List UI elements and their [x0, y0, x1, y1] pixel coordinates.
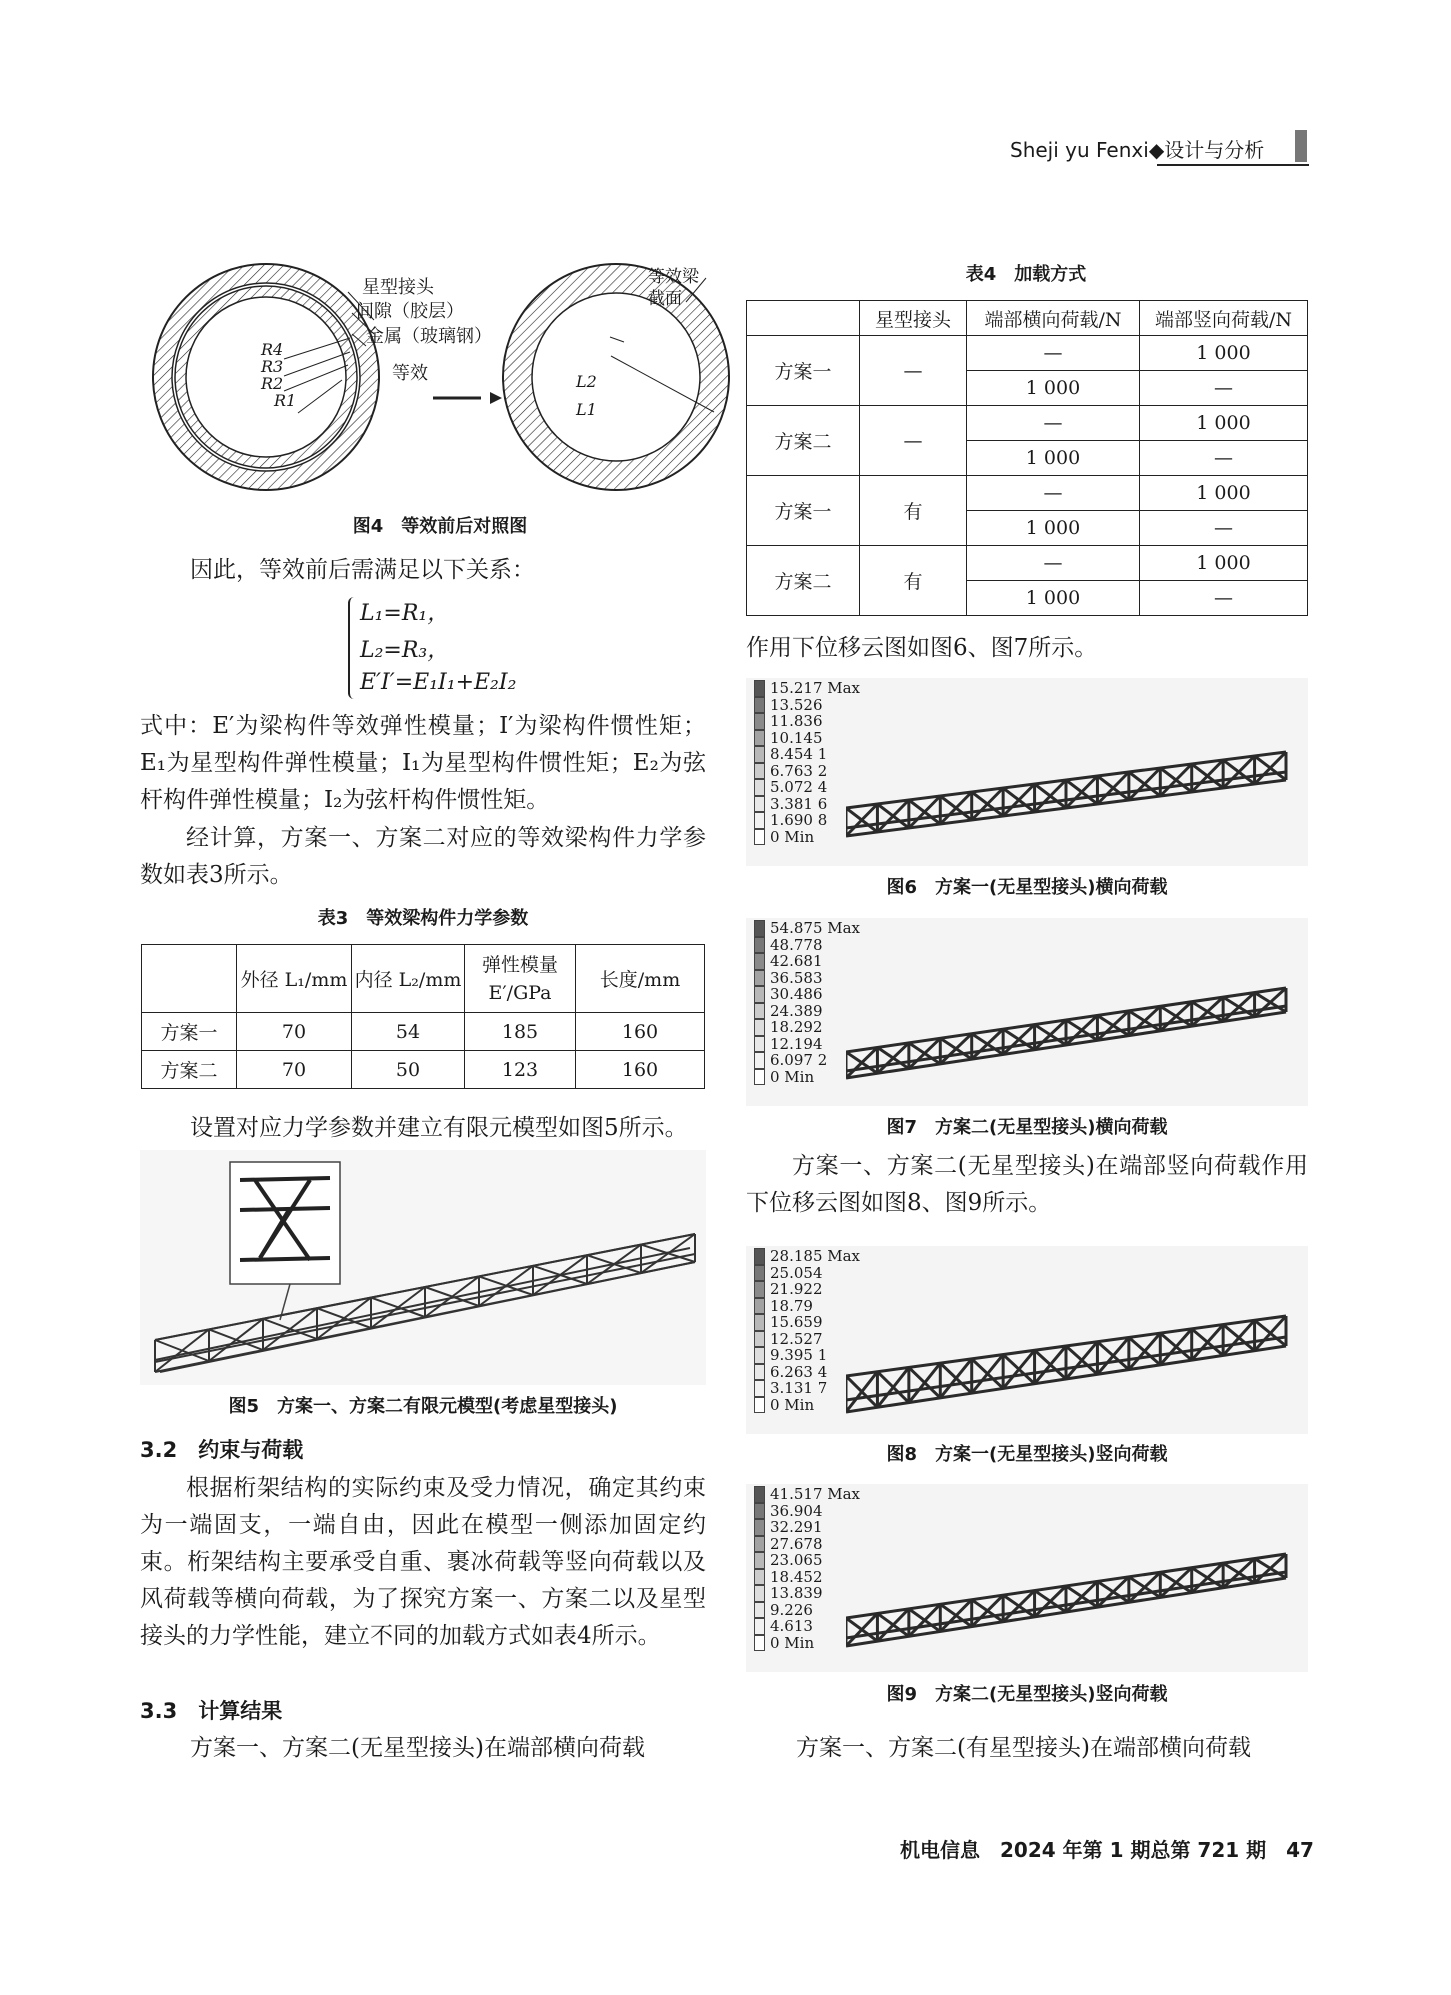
- table4-cell: 1 000: [1140, 546, 1308, 581]
- table4-cell: 1 000: [967, 441, 1140, 476]
- legend-label: 36.583: [770, 968, 823, 987]
- legend-label: 10.145: [770, 728, 823, 747]
- legend-swatch: [754, 1052, 765, 1069]
- legend-entry: [754, 697, 860, 714]
- legend-entry: [754, 730, 860, 747]
- legend-entry: [754, 1019, 860, 1036]
- fig4-label-equiv-beam-1: 等效梁: [648, 267, 699, 287]
- fig8-contour: [746, 1246, 1308, 1434]
- legend-label: 18.79: [770, 1296, 813, 1315]
- fig4-label-l2: L2: [576, 372, 597, 391]
- table4-scheme-cell: 方案二: [747, 406, 860, 476]
- legend-label: 48.778: [770, 935, 823, 954]
- left-paragraph-6: 方案一、方案二(无星型接头)在端部横向荷载: [190, 1735, 645, 1761]
- legend-label: 18.452: [770, 1567, 823, 1586]
- legend-swatch: [754, 1347, 765, 1364]
- legend-label: 6.263 4: [770, 1362, 828, 1381]
- table3-cell: 70: [237, 1013, 352, 1051]
- table3-cell: 50: [352, 1051, 465, 1089]
- legend-label: 12.194: [770, 1034, 823, 1053]
- table4-scheme-cell: 方案一: [747, 336, 860, 406]
- table4-cell: 1 000: [1140, 336, 1308, 371]
- table3-cell: 方案一: [142, 1013, 237, 1051]
- fig9-truss: [846, 1514, 1296, 1664]
- legend-swatch: [754, 1019, 765, 1036]
- legend-entry: [754, 1298, 860, 1315]
- fig8-legend: [754, 1248, 860, 1413]
- table4-header-cell: 端部横向荷载/N: [967, 301, 1140, 336]
- table-row: [142, 1013, 705, 1051]
- header-pinyin: Sheji yu Fenxi: [1010, 138, 1149, 162]
- legend-swatch: [754, 1331, 765, 1348]
- section-3-3-heading: 3.3 计算结果: [140, 1699, 283, 1723]
- legend-entry: [754, 1069, 860, 1086]
- header-block: [1295, 130, 1307, 162]
- legend-entry: [754, 680, 860, 697]
- legend-swatch: [754, 779, 765, 796]
- left-paragraph-2: 式中：E′为梁构件等效弹性模量；I′为梁构件惯性矩；E₁为星型构件弹性模量；I₁为星型构件惯性矩；E₂为弦杆构件弹性模量；I₂为弦杆构件惯性矩。: [140, 713, 706, 813]
- table-row: [747, 406, 1308, 441]
- legend-label: 15.659: [770, 1313, 823, 1331]
- left-paragraph-5: 根据桁架结构的实际约束及受力情况，确定其约束为一端固支，一端自由，因此在模型一侧添加固定约束。桁架结构主要承受自重、裹冰荷载等竖向荷载以及风荷载等横向荷载，为了探究方案一、方案二以及星型接头的力学性能，建立不同的加载方式如表4所示。: [140, 1475, 706, 1649]
- fig8-truss: [846, 1276, 1296, 1426]
- legend-entry: [754, 1052, 860, 1069]
- legend-entry: [754, 1314, 860, 1331]
- legend-label: 3.381 6: [770, 794, 828, 813]
- legend-swatch: [754, 812, 765, 829]
- legend-entry: [754, 1635, 860, 1652]
- fig4-label-equiv: 等效: [392, 363, 428, 384]
- legend-entry: [754, 1364, 860, 1381]
- page-footer: 机电信息 2024 年第 1 期总第 721 期 47: [900, 1838, 1314, 1862]
- fig6-contour: [746, 678, 1308, 866]
- legend-swatch: [754, 1069, 765, 1086]
- table-row: [747, 476, 1308, 511]
- legend-entry: [754, 763, 860, 780]
- table4-joint-cell: —: [860, 406, 967, 476]
- equation-brace: [348, 597, 358, 699]
- fig7-truss: [846, 948, 1296, 1098]
- table3-cell: 160: [576, 1013, 705, 1051]
- legend-swatch: [754, 1536, 765, 1553]
- legend-label: 1.690 8: [770, 811, 828, 829]
- right-paragraph-1: 作用下位移云图如图6、图7所示。: [746, 635, 1098, 661]
- legend-entry: [754, 1569, 860, 1586]
- fig4-label-r4: R4: [261, 340, 284, 359]
- header-section: 设计与分析: [1164, 138, 1265, 162]
- legend-swatch: [754, 1519, 765, 1536]
- table4-cell: —: [1140, 371, 1308, 406]
- legend-swatch: [754, 730, 765, 747]
- legend-entry: [754, 1265, 860, 1282]
- legend-entry: [754, 1585, 860, 1602]
- legend-entry: [754, 1602, 860, 1619]
- legend-swatch: [754, 1314, 765, 1331]
- legend-swatch: [754, 1569, 765, 1586]
- legend-swatch: [754, 1003, 765, 1020]
- fig7-caption: 图7 方案二(无星型接头)横向荷载: [886, 1117, 1168, 1138]
- legend-entry: [754, 1347, 860, 1364]
- table4-cell: 1 000: [1140, 476, 1308, 511]
- equation-line-2: L₂=R₃，: [360, 638, 450, 663]
- table4-joint-cell: 有: [860, 476, 967, 546]
- table4-cell: —: [1140, 511, 1308, 546]
- legend-label: 30.486: [770, 985, 823, 1003]
- legend-entry: [754, 829, 860, 846]
- legend-swatch: [754, 1635, 765, 1652]
- left-paragraph-4: 设置对应力学参数并建立有限元模型如图5所示。: [190, 1115, 688, 1141]
- section-3-2-heading: 3.2 约束与荷载: [140, 1438, 304, 1462]
- legend-swatch: [754, 1552, 765, 1569]
- legend-label: 0 Min: [770, 827, 815, 846]
- table3-caption: 表3 等效梁构件力学参数: [317, 908, 529, 929]
- legend-swatch: [754, 680, 765, 697]
- table4-cell: 1 000: [967, 511, 1140, 546]
- fig4-label-metal: 金属（玻璃钢）: [366, 326, 492, 347]
- table3: [141, 944, 705, 1089]
- fig7-legend: [754, 920, 860, 1085]
- table3-header-cell: 外径 L₁/mm: [237, 945, 352, 1013]
- table4-header-cell: 星型接头: [860, 301, 967, 336]
- legend-entry: [754, 779, 860, 796]
- legend-swatch: [754, 970, 765, 987]
- legend-swatch: [754, 746, 765, 763]
- legend-entry: [754, 796, 860, 813]
- table4-cell: 1 000: [967, 371, 1140, 406]
- legend-swatch: [754, 697, 765, 714]
- running-header: [1010, 134, 1264, 163]
- legend-swatch: [754, 1036, 765, 1053]
- right-paragraph-2: 方案一、方案二(无星型接头)在端部竖向荷载作用下位移云图如图8、图9所示。: [746, 1153, 1308, 1216]
- fig9-contour: [746, 1484, 1308, 1672]
- table4-cell: —: [1140, 441, 1308, 476]
- legend-swatch: [754, 1397, 765, 1414]
- table4-header-cell: 端部竖向荷载/N: [1140, 301, 1308, 336]
- table-row: [747, 546, 1308, 581]
- legend-entry: [754, 1397, 860, 1414]
- table4: [746, 300, 1308, 616]
- table4-cell: —: [1140, 581, 1308, 616]
- table3-header-cell: 长度/mm: [576, 945, 705, 1013]
- fig6-legend: [754, 680, 860, 845]
- table4-header-cell: [747, 301, 860, 336]
- legend-swatch: [754, 1248, 765, 1265]
- legend-label: 32.291: [770, 1518, 823, 1536]
- legend-swatch: [754, 1503, 765, 1520]
- fig4-label-l1: L1: [576, 400, 597, 419]
- legend-entry: [754, 986, 860, 1003]
- legend-swatch: [754, 796, 765, 813]
- fig4-caption: 图4 等效前后对照图: [352, 516, 528, 537]
- table4-cell: —: [967, 406, 1140, 441]
- fig6-caption: 图6 方案一(无星型接头)横向荷载: [886, 877, 1168, 898]
- table4-cell: 1 000: [1140, 406, 1308, 441]
- legend-entry: [754, 746, 860, 763]
- legend-entry: [754, 1552, 860, 1569]
- legend-swatch: [754, 953, 765, 970]
- legend-label: 13.526: [770, 695, 823, 714]
- left-paragraph-3: 经计算，方案一、方案二对应的等效梁构件力学参数如表3所示。: [140, 825, 706, 888]
- legend-entry: [754, 937, 860, 954]
- table-row: [747, 336, 1308, 371]
- legend-entry: [754, 1036, 860, 1053]
- legend-entry: [754, 970, 860, 987]
- fig4-label-r2: R2: [261, 374, 284, 393]
- table4-caption: 表4 加载方式: [965, 264, 1087, 285]
- legend-label: 0 Min: [770, 1067, 815, 1086]
- left-paragraph-1: 因此，等效前后需满足以下关系：: [190, 557, 535, 583]
- legend-swatch: [754, 986, 765, 1003]
- legend-label: 15.217 Max: [770, 679, 861, 697]
- legend-entry: [754, 1281, 860, 1298]
- fig9-caption: 图9 方案二(无星型接头)竖向荷载: [886, 1684, 1168, 1705]
- table3-header-cell: 内径 L₂/mm: [352, 945, 465, 1013]
- table3-header-cell: 弹性模量 E′/GPa: [465, 945, 576, 1013]
- legend-swatch: [754, 763, 765, 780]
- legend-swatch: [754, 1602, 765, 1619]
- fig9-legend: [754, 1486, 860, 1651]
- table4-joint-cell: 有: [860, 546, 967, 616]
- legend-label: 3.131 7: [770, 1379, 828, 1397]
- legend-label: 8.454 1: [770, 745, 828, 763]
- legend-entry: [754, 1503, 860, 1520]
- legend-entry: [754, 1003, 860, 1020]
- legend-swatch: [754, 1486, 765, 1503]
- legend-label: 27.678: [770, 1534, 823, 1553]
- legend-label: 6.097 2: [770, 1051, 828, 1069]
- right-paragraph-3: 方案一、方案二(有星型接头)在端部横向荷载: [796, 1735, 1251, 1761]
- legend-label: 4.613: [770, 1617, 813, 1635]
- table4-joint-cell: —: [860, 336, 967, 406]
- table3-cell: 70: [237, 1051, 352, 1089]
- legend-swatch: [754, 1618, 765, 1635]
- header-diamond: ◆: [1148, 138, 1165, 162]
- legend-label: 12.527: [770, 1329, 823, 1348]
- legend-label: 9.395 1: [770, 1346, 828, 1364]
- equation-line-1: L₁=R₁，: [360, 601, 450, 626]
- fig4-label-r1: R1: [274, 391, 297, 410]
- table3-cell: 方案二: [142, 1051, 237, 1089]
- legend-label: 28.185 Max: [770, 1247, 861, 1265]
- legend-entry: [754, 1380, 860, 1397]
- legend-label: 18.292: [770, 1018, 823, 1036]
- legend-swatch: [754, 937, 765, 954]
- legend-swatch: [754, 1281, 765, 1298]
- legend-swatch: [754, 1380, 765, 1397]
- legend-entry: [754, 1248, 860, 1265]
- table-row: [142, 1051, 705, 1089]
- legend-entry: [754, 1486, 860, 1503]
- fig5-fe-model: [140, 1150, 706, 1385]
- legend-swatch: [754, 1364, 765, 1381]
- legend-entry: [754, 920, 860, 937]
- legend-label: 13.839: [770, 1584, 823, 1602]
- legend-label: 42.681: [770, 952, 823, 970]
- table3-cell: 185: [465, 1013, 576, 1051]
- fig4-label-r3: R3: [261, 357, 284, 376]
- table3-cell: 123: [465, 1051, 576, 1089]
- fig4-label-gap: 间隙（胶层）: [356, 301, 464, 322]
- legend-label: 9.226: [770, 1600, 813, 1619]
- legend-label: 6.763 2: [770, 761, 828, 780]
- legend-entry: [754, 812, 860, 829]
- table4-cell: —: [967, 476, 1140, 511]
- table3-cell: 160: [576, 1051, 705, 1089]
- legend-entry: [754, 1519, 860, 1536]
- legend-entry: [754, 713, 860, 730]
- table4-cell: 1 000: [967, 581, 1140, 616]
- legend-label: 5.072 4: [770, 778, 828, 796]
- fig5-caption: 图5 方案一、方案二有限元模型(考虑星型接头): [228, 1396, 618, 1417]
- table4-scheme-cell: 方案一: [747, 476, 860, 546]
- legend-label: 24.389: [770, 1001, 823, 1020]
- fig7-contour: [746, 918, 1308, 1106]
- legend-label: 41.517 Max: [770, 1485, 861, 1503]
- legend-label: 54.875 Max: [770, 919, 861, 937]
- header-rule: [1157, 164, 1309, 166]
- legend-swatch: [754, 920, 765, 937]
- legend-swatch: [754, 1298, 765, 1315]
- legend-entry: [754, 1331, 860, 1348]
- legend-label: 21.922: [770, 1280, 823, 1298]
- legend-label: 23.065: [770, 1551, 823, 1569]
- fig4-label-equiv-beam-2: 截面: [648, 289, 682, 309]
- fig4-label-star-joint: 星型接头: [362, 277, 434, 298]
- legend-label: 36.904: [770, 1501, 823, 1520]
- legend-label: 11.836: [770, 712, 823, 730]
- table3-cell: 54: [352, 1013, 465, 1051]
- legend-entry: [754, 1536, 860, 1553]
- legend-swatch: [754, 1585, 765, 1602]
- legend-swatch: [754, 829, 765, 846]
- fig8-caption: 图8 方案一(无星型接头)竖向荷载: [886, 1444, 1168, 1465]
- legend-swatch: [754, 713, 765, 730]
- legend-label: 25.054: [770, 1263, 823, 1282]
- legend-label: 0 Min: [770, 1633, 815, 1652]
- table4-cell: —: [967, 336, 1140, 371]
- table4-cell: —: [967, 546, 1140, 581]
- fig6-truss: [846, 708, 1296, 858]
- table4-scheme-cell: 方案二: [747, 546, 860, 616]
- legend-swatch: [754, 1265, 765, 1282]
- legend-entry: [754, 1618, 860, 1635]
- legend-label: 0 Min: [770, 1395, 815, 1414]
- legend-entry: [754, 953, 860, 970]
- table3-header-cell: [142, 945, 237, 1013]
- equation-line-3: E′I′=E₁I₁+E₂I₂: [360, 670, 517, 695]
